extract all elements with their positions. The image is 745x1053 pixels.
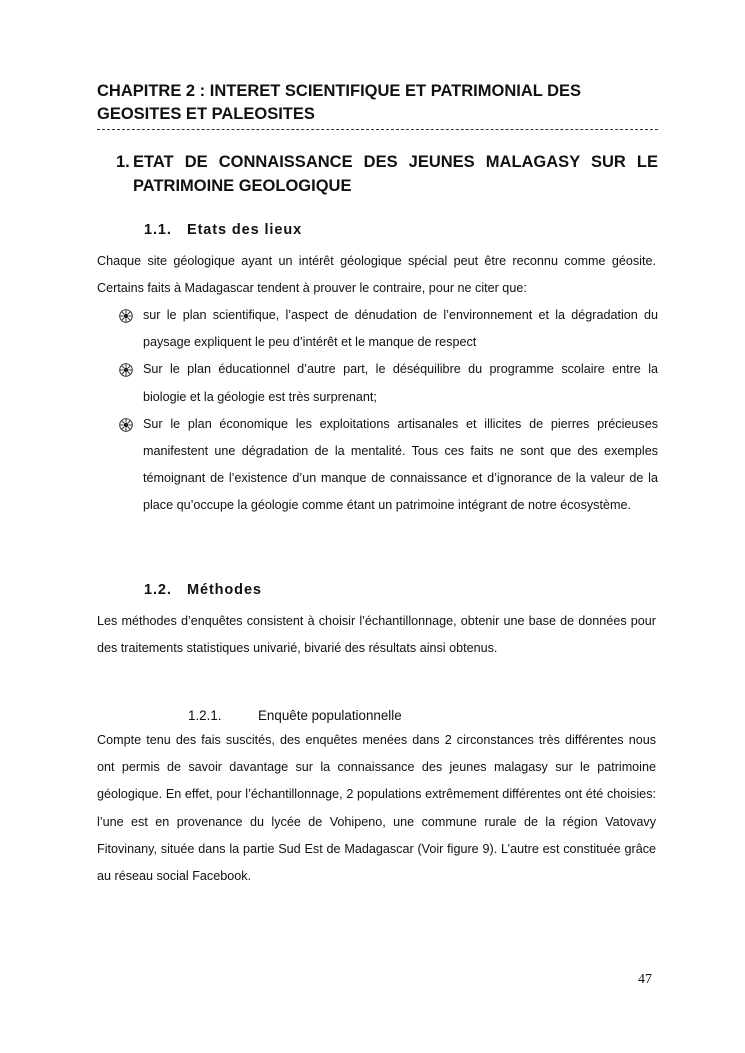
section-1-number: 1. (116, 153, 130, 171)
section-1-heading (116, 150, 658, 198)
subsection-1-2-1-paragraph: Compte tenu des fais suscités, des enquêtes menées dans 2 circonstances très différentes nous ont permis de savoir davantage sur la connaissance des jeunes malagasy sur le patrimoine géologique. En effet, pour l’échantillonnage, 2 populations extrêmement différentes ont été choisies: l’une est en provenance du lycée de Vohipeno, une commune rurale de la région Vatovavy Fitovinany, située dans la partie Sud Est de Madagascar (Voir figure 9). L’autre est constituée grâce au réseau social Facebook. (97, 733, 656, 884)
section-1-title-line2: PATRIMOINE GEOLOGIQUE (133, 177, 352, 195)
subsection-1-2-number: 1.2. (144, 582, 172, 598)
sun-icon (119, 309, 133, 323)
list-item (118, 411, 658, 520)
bullet-text: Sur le plan économique les exploitations artisanales et illicites de pierres précieuses manifestent une dégradation de la mentalité. Tous ces faits ne sont que des exemples témoignant de l’existence d’un manque de connaissance et d’ignorance de la valeur de la place qu’occupe la géologie comme étant un patrimoine intégrant de notre écosystème. (143, 416, 658, 513)
chapter-title: CHAPITRE 2 : INTERET SCIENTIFIQUE ET PATRIMONIAL DES GEOSITES ET PALEOSITES (97, 82, 582, 123)
subsection-1-2-1-number: 1.2.1. (188, 708, 222, 723)
sun-icon (119, 363, 133, 377)
page-number: 47 (638, 972, 652, 987)
subsection-1-2-paragraph: Les méthodes d’enquêtes consistent à choisir l’échantillonnage, obtenir une base de données pour des traitements statistiques univarié, bivarié des résultats ainsi obtenus. (97, 614, 656, 656)
bullet-list (118, 302, 658, 520)
sun-icon (119, 418, 133, 432)
subsection-1-1-number: 1.1. (144, 222, 172, 238)
subsection-1-2-1-heading (188, 708, 402, 723)
subsection-1-1-title: Etats des lieux (187, 222, 303, 238)
list-item (118, 356, 658, 410)
list-item (118, 302, 658, 356)
chapter-title-rule (97, 129, 658, 130)
bullet-text: sur le plan scientifique, l’aspect de dénudation de l’environnement et la dégradation du paysage expliquent le peu d’intérêt et le manque de respect (143, 308, 658, 350)
subsection-1-2-title: Méthodes (187, 582, 262, 598)
subsection-1-2-1-title: Enquête populationnelle (258, 708, 402, 723)
subsection-1-2-heading (144, 582, 262, 598)
subsection-1-1-paragraph: Chaque site géologique ayant un intérêt géologique spécial peut être reconnu comme géosite. Certains faits à Madagascar tendent à prouver le contraire, pour ne citer que: (97, 254, 656, 296)
subsection-1-1-heading (144, 222, 302, 238)
bullet-text: Sur le plan éducationnel d’autre part, le déséquilibre du programme scolaire entre la biologie et la géologie est très surprenant; (143, 362, 658, 404)
section-1-title-line1: ETAT DE CONNAISSANCE DES JEUNES MALAGASY SUR LE (133, 153, 658, 171)
